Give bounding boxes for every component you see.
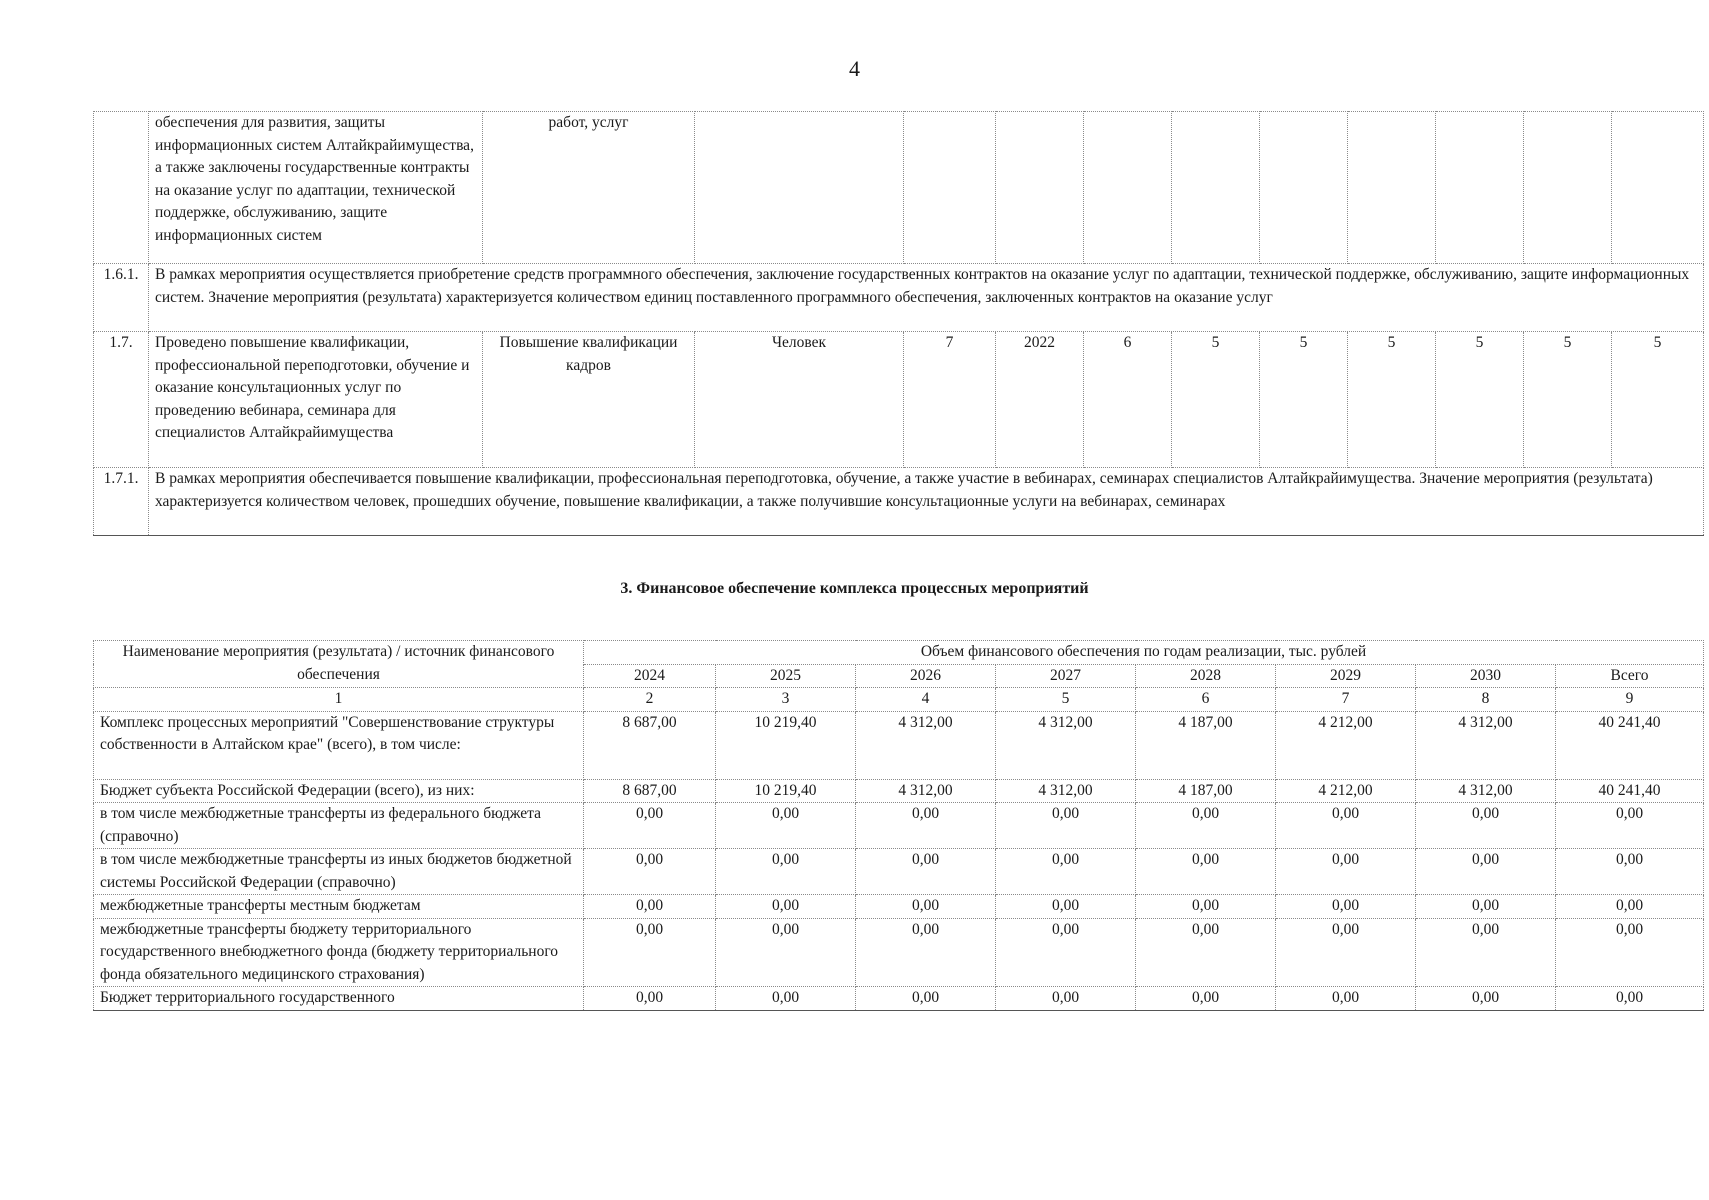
row-number: 1.7. bbox=[94, 332, 149, 468]
table-row bbox=[94, 112, 1704, 264]
value-cell: 5 bbox=[1524, 332, 1612, 468]
table-row bbox=[94, 803, 1704, 849]
value-cell: 0,00 bbox=[996, 987, 1136, 1011]
finance-table bbox=[93, 640, 1704, 1011]
value-cell: 0,00 bbox=[1276, 803, 1416, 849]
column-number-row bbox=[94, 688, 1704, 712]
total-cell: 0,00 bbox=[1556, 803, 1704, 849]
value-cell: 0,00 bbox=[584, 918, 716, 987]
value-cell: 0,00 bbox=[856, 918, 996, 987]
value-cell: 8 687,00 bbox=[584, 779, 716, 803]
value-cell: 0,00 bbox=[1136, 987, 1276, 1011]
value-cell: 4 312,00 bbox=[856, 711, 996, 779]
value-cell: 5 bbox=[1436, 332, 1524, 468]
value-cell: 8 687,00 bbox=[584, 711, 716, 779]
value-cell: 0,00 bbox=[1416, 849, 1556, 895]
value-cell: 10 219,40 bbox=[716, 779, 856, 803]
column-number: 7 bbox=[1276, 688, 1416, 712]
value-cell: 0,00 bbox=[1416, 987, 1556, 1011]
result-type: работ, услуг bbox=[483, 112, 695, 264]
value-cell: 0,00 bbox=[996, 849, 1136, 895]
value-cell: 0,00 bbox=[584, 803, 716, 849]
value-cell: 4 187,00 bbox=[1136, 779, 1276, 803]
table-row bbox=[94, 711, 1704, 779]
column-number: 2 bbox=[584, 688, 716, 712]
results-table bbox=[93, 111, 1704, 536]
value-cell: 0,00 bbox=[1136, 895, 1276, 919]
total-header: Всего bbox=[1556, 664, 1704, 688]
value-cell: 4 187,00 bbox=[1136, 711, 1276, 779]
result-name: обеспечения для развития, защиты информационных систем Алтайкрайимущества, а также заключены государственные контракты на оказание услуг по адаптации, технической поддержке, обслуживанию, защите информационных систем bbox=[149, 112, 483, 264]
value-cell: 6 bbox=[1084, 332, 1172, 468]
value-cell: 0,00 bbox=[716, 849, 856, 895]
source-name: межбюджетные трансферты бюджету территориального государственного внебюджетного фонда (бюджету территориального фонда обязательного медицинского страхования) bbox=[94, 918, 584, 987]
value-cell: 4 312,00 bbox=[856, 779, 996, 803]
value-cell: 4 212,00 bbox=[1276, 779, 1416, 803]
value-cell: 4 312,00 bbox=[996, 779, 1136, 803]
value-cell: 0,00 bbox=[996, 803, 1136, 849]
header-name: Наименование мероприятия (результата) / источник финансового обеспечения bbox=[94, 641, 584, 688]
base-value: 7 bbox=[904, 332, 996, 468]
value-cell: 0,00 bbox=[1416, 803, 1556, 849]
value-cell: 0,00 bbox=[856, 987, 996, 1011]
value-cell: 0,00 bbox=[1276, 849, 1416, 895]
header-volume: Объем финансового обеспечения по годам реализации, тыс. рублей bbox=[584, 641, 1704, 665]
value-cell: 0,00 bbox=[716, 803, 856, 849]
total-cell: 40 241,40 bbox=[1556, 711, 1704, 779]
value-cell: 0,00 bbox=[856, 803, 996, 849]
value-cell: 0,00 bbox=[1136, 803, 1276, 849]
total-cell: 0,00 bbox=[1556, 987, 1704, 1011]
value-cell: 0,00 bbox=[996, 918, 1136, 987]
table-row bbox=[94, 918, 1704, 987]
year-header: 2026 bbox=[856, 664, 996, 688]
year-header: 2030 bbox=[1416, 664, 1556, 688]
result-name: Проведено повышение квалификации, профессиональной переподготовки, обучение и оказание консультационных услуг по проведению вебинара, семинара для специалистов Алтайкрайимущества bbox=[149, 332, 483, 468]
column-number: 5 bbox=[996, 688, 1136, 712]
table-row bbox=[94, 987, 1704, 1011]
column-number: 9 bbox=[1556, 688, 1704, 712]
value-cell: 0,00 bbox=[1276, 987, 1416, 1011]
value-cell: 0,00 bbox=[584, 987, 716, 1011]
column-number: 8 bbox=[1416, 688, 1556, 712]
value-cell: 0,00 bbox=[1416, 918, 1556, 987]
value-cell: 0,00 bbox=[856, 849, 996, 895]
value-cell: 0,00 bbox=[856, 895, 996, 919]
table-row bbox=[94, 332, 1704, 468]
table-row bbox=[94, 264, 1704, 332]
year-header: 2024 bbox=[584, 664, 716, 688]
value-cell: 5 bbox=[1260, 332, 1348, 468]
value-cell: 0,00 bbox=[716, 987, 856, 1011]
value-cell: 0,00 bbox=[716, 895, 856, 919]
source-name: Комплекс процессных мероприятий "Совершенствование структуры собственности в Алтайском крае" (всего), в том числе: bbox=[94, 711, 584, 779]
source-name: в том числе межбюджетные трансферты из иных бюджетов бюджетной системы Российской Федерации (справочно) bbox=[94, 849, 584, 895]
year-header: 2025 bbox=[716, 664, 856, 688]
table-row bbox=[94, 779, 1704, 803]
page-number: 4 bbox=[849, 56, 860, 81]
result-type: Повышение квалификации кадров bbox=[483, 332, 695, 468]
table-row bbox=[94, 468, 1704, 536]
column-number: 4 bbox=[856, 688, 996, 712]
column-number: 3 bbox=[716, 688, 856, 712]
value-cell: 5 bbox=[1348, 332, 1436, 468]
value-cell: 4 312,00 bbox=[1416, 779, 1556, 803]
source-name: Бюджет территориального государственного bbox=[94, 987, 584, 1011]
value-cell: 0,00 bbox=[1136, 849, 1276, 895]
value-cell: 5 bbox=[1172, 332, 1260, 468]
value-cell: 0,00 bbox=[716, 918, 856, 987]
source-name: в том числе межбюджетные трансферты из федерального бюджета (справочно) bbox=[94, 803, 584, 849]
total-cell: 0,00 bbox=[1556, 849, 1704, 895]
year-header: 2027 bbox=[996, 664, 1136, 688]
year-header: 2028 bbox=[1136, 664, 1276, 688]
total-cell: 40 241,40 bbox=[1556, 779, 1704, 803]
row-description: В рамках мероприятия обеспечивается повышение квалификации, профессиональная переподготовка, обучение, а также участие в вебинарах, семинарах специалистов Алтайкрайимущества. Значение мероприятия (результата) характеризуется количеством человек, прошедших обучение, повышение квалификации, а также получившие консультационные услуги на вебинарах, семинарах bbox=[149, 468, 1704, 536]
row-number: 1.6.1. bbox=[94, 264, 149, 332]
value-cell: 0,00 bbox=[996, 895, 1136, 919]
section-heading: 3. Финансовое обеспечение комплекса процессных мероприятий bbox=[620, 580, 1089, 597]
table-row bbox=[94, 895, 1704, 919]
table-header-row bbox=[94, 641, 1704, 665]
table-row bbox=[94, 849, 1704, 895]
value-cell: 0,00 bbox=[1276, 895, 1416, 919]
total-cell: 0,00 bbox=[1556, 918, 1704, 987]
unit: Человек bbox=[695, 332, 904, 468]
value-cell: 0,00 bbox=[1276, 918, 1416, 987]
value-cell: 0,00 bbox=[1136, 918, 1276, 987]
row-number: 1.7.1. bbox=[94, 468, 149, 536]
source-name: Бюджет субъекта Российской Федерации (всего), из них: bbox=[94, 779, 584, 803]
value-cell: 4 312,00 bbox=[1416, 711, 1556, 779]
total-cell: 0,00 bbox=[1556, 895, 1704, 919]
base-year: 2022 bbox=[996, 332, 1084, 468]
value-cell: 0,00 bbox=[584, 849, 716, 895]
source-name: межбюджетные трансферты местным бюджетам bbox=[94, 895, 584, 919]
row-description: В рамках мероприятия осуществляется приобретение средств программного обеспечения, заключение государственных контрактов на оказание услуг по адаптации, технической поддержке, обслуживанию, защите информационных систем. Значение мероприятия (результата) характеризуется количеством единиц поставленного программного обеспечения, заключенных контрактов на оказание услуг bbox=[149, 264, 1704, 332]
value-cell: 0,00 bbox=[1416, 895, 1556, 919]
year-header: 2029 bbox=[1276, 664, 1416, 688]
value-cell: 0,00 bbox=[584, 895, 716, 919]
value-cell: 10 219,40 bbox=[716, 711, 856, 779]
value-cell: 5 bbox=[1612, 332, 1704, 468]
column-number: 1 bbox=[94, 688, 584, 712]
value-cell: 4 212,00 bbox=[1276, 711, 1416, 779]
column-number: 6 bbox=[1136, 688, 1276, 712]
value-cell: 4 312,00 bbox=[996, 711, 1136, 779]
